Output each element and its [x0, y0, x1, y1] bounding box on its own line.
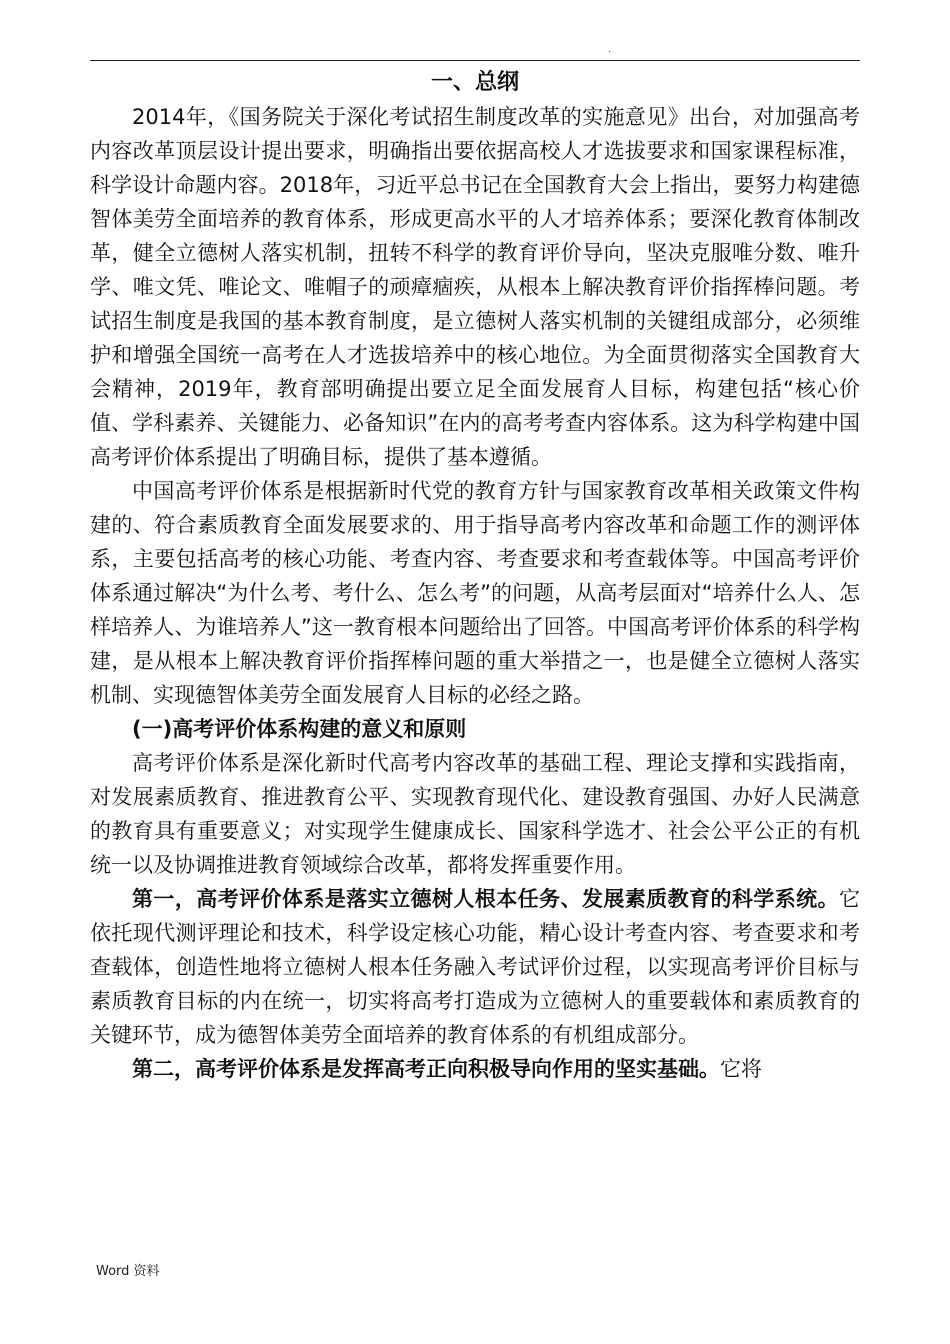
document-body — [90, 66, 860, 1086]
paragraph-point-2 — [90, 1052, 860, 1086]
point-1-body: 它依托现代测评理论和技术，科学设定核心功能，精心设计考查内容、考查要求和考查载体，创造性地将立德树人根本任务融入考试评价过程，以实现高考评价目标与素质教育目标的内在统一，切实将高考打造成为立德树人的重要载体和素质教育的关键环节，成为德智体美劳全面培养的教育体系的有机组成部分。 — [90, 887, 860, 1047]
paragraph-2: 中国高考评价体系是根据新时代党的教育方针与国家教育改革相关政策文件构建的、符合素质教育全面发展要求的、用于指导高考内容改革和命题工作的测评体系，主要包括高考的核心功能、考查内容、考查要求和考查载体等。中国高考评价体系通过解决“为什么考、考什么、怎么考”的问题，从高考层面对“培养什么人、怎样培养人、为谁培养人”这一教育根本问题给出了回答。中国高考评价体系的科学构建，是从根本上解决教育评价指挥棒问题的重大举措之一，也是健全立德树人落实机制、实现德智体美劳全面发展育人目标的必经之路。 — [90, 479, 860, 707]
footer-label: Word 资料 — [96, 1264, 160, 1279]
section-title: 一、总纲 — [430, 70, 519, 95]
point-2-body: 它将 — [720, 1057, 762, 1081]
point-2-lead: 第二，高考评价体系是发挥高考正向积极导向作用的坚实基础。 — [132, 1057, 720, 1081]
header-mark: . — [608, 44, 612, 55]
subsection-title: (一)高考评价体系构建的意义和原则 — [132, 717, 467, 741]
paragraph-3: 高考评价体系是深化新时代高考内容改革的基础工程、理论支撑和实践指南，对发展素质教育、推进教育公平、实现教育现代化、建设教育强国、办好人民满意的教育具有重要意义；对实现学生健康成长、国家科学选才、社会公平公正的有机统一以及协调推进教育领域综合改革，都将发挥重要作用。 — [90, 751, 860, 877]
header-rule — [90, 60, 860, 61]
point-1-lead: 第一，高考评价体系是落实立德树人根本任务、发展素质教育的科学系统。 — [132, 887, 839, 911]
paragraph-1: 2014年，《国务院关于深化考试招生制度改革的实施意见》出台，对加强高考内容改革顶层设计提出要求，明确指出要依据高校人才选拔要求和国家课程标准，科学设计命题内容。2018年，习近平总书记在全国教育大会上指出，要努力构建德智体美劳全面培养的教育体系，形成更高水平的人才培养体系；要深化教育体制改革，健全立德树人落实机制，扭转不科学的教育评价导向，坚决克服唯分数、唯升学、唯文凭、唯论文、唯帽子的顽瘴痼疾，从根本上解决教育评价指挥棒问题。考试招生制度是我国的基本教育制度，是立德树人落实机制的关键组成部分，必须维护和增强全国统一高考在人才选拔培养中的核心地位。为全面贯彻落实全国教育大会精神，2019年，教育部明确提出要立足全面发展育人目标，构建包括“核心价值、学科素养、关键能力、必备知识”在内的高考考查内容体系。这为科学构建中国高考评价体系提出了明确目标，提供了基本遵循。 — [90, 105, 860, 469]
paragraph-point-1 — [90, 882, 860, 1052]
